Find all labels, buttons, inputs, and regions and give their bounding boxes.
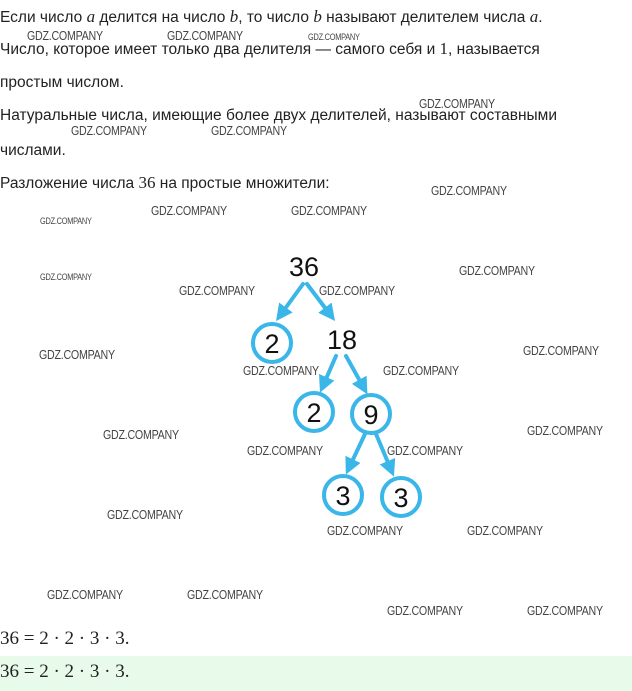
answer-box: [0, 656, 632, 691]
watermark: GDZ.COMPANY: [383, 363, 459, 378]
tree-node-left1: 2: [264, 329, 280, 359]
watermark: GDZ.COMPANY: [40, 216, 92, 226]
tree-arrow: [322, 356, 336, 388]
text-part: делится на число: [95, 9, 230, 26]
tree-arrow: [346, 356, 365, 390]
tree-node-right2: 9: [363, 400, 379, 430]
text-part: Разложение числа: [0, 175, 139, 192]
definition-prime-line2: простым числом.: [0, 74, 124, 91]
factorization-formula: 36 = 2 · 2 · 3 · 3.: [0, 628, 130, 649]
watermark: GDZ.COMPANY: [527, 603, 603, 618]
text-part: Если число: [0, 9, 87, 26]
math-a: a: [529, 7, 539, 26]
watermark: GDZ.COMPANY: [27, 28, 103, 43]
math-36: 36: [138, 173, 156, 192]
answer-formula: 36 = 2 · 2 · 3 · 3.: [0, 661, 130, 682]
watermark: GDZ.COMPANY: [327, 523, 403, 538]
watermark: GDZ.COMPANY: [40, 272, 92, 282]
watermark: GDZ.COMPANY: [107, 507, 183, 522]
text-part: .: [538, 9, 543, 26]
watermark: GDZ.COMPANY: [151, 203, 227, 218]
text-part: , то число: [238, 9, 314, 26]
tree-node-left3: 3: [335, 481, 351, 511]
watermark: GDZ.COMPANY: [211, 123, 287, 138]
math-a: a: [86, 7, 96, 26]
watermark: GDZ.COMPANY: [179, 283, 255, 298]
watermark: GDZ.COMPANY: [103, 427, 179, 442]
watermark: GDZ.COMPANY: [71, 123, 147, 138]
watermark: GDZ.COMPANY: [387, 443, 463, 458]
math-one: 1: [439, 39, 449, 58]
watermark: GDZ.COMPANY: [431, 183, 507, 198]
tree-node-left2: 2: [306, 398, 322, 428]
watermark: GDZ.COMPANY: [308, 32, 360, 42]
watermark: GDZ.COMPANY: [243, 363, 319, 378]
tree-node-right1: 18: [326, 325, 358, 355]
watermark: GDZ.COMPANY: [47, 587, 123, 602]
watermark: GDZ.COMPANY: [467, 523, 543, 538]
tree-node-right3: 3: [393, 483, 409, 513]
definition-composite-line1: Натуральные числа, имеющие более двух делителей, называют составными: [0, 107, 557, 124]
tree-node-root: 36: [288, 252, 320, 282]
tree-arrow: [279, 284, 303, 317]
watermark: GDZ.COMPANY: [319, 283, 395, 298]
math-b: b: [229, 7, 239, 26]
watermark: GDZ.COMPANY: [419, 96, 495, 111]
text-part: на простые множители:: [155, 175, 330, 192]
text-part: Число, которое имеет только два делителя — самого себя и: [0, 41, 440, 58]
watermark: GDZ.COMPANY: [167, 28, 243, 43]
watermark: GDZ.COMPANY: [247, 443, 323, 458]
watermark: GDZ.COMPANY: [527, 423, 603, 438]
watermark: GDZ.COMPANY: [187, 587, 263, 602]
watermark: GDZ.COMPANY: [459, 263, 535, 278]
watermark: GDZ.COMPANY: [523, 343, 599, 358]
watermark: GDZ.COMPANY: [39, 347, 115, 362]
text-part: , называется: [448, 41, 540, 58]
watermark: GDZ.COMPANY: [291, 203, 367, 218]
tree-arrow: [348, 434, 365, 470]
watermark: GDZ.COMPANY: [387, 603, 463, 618]
definition-composite-line2: числами.: [0, 142, 66, 159]
math-b: b: [313, 7, 322, 26]
text-part: называют делителем числа: [321, 9, 530, 26]
